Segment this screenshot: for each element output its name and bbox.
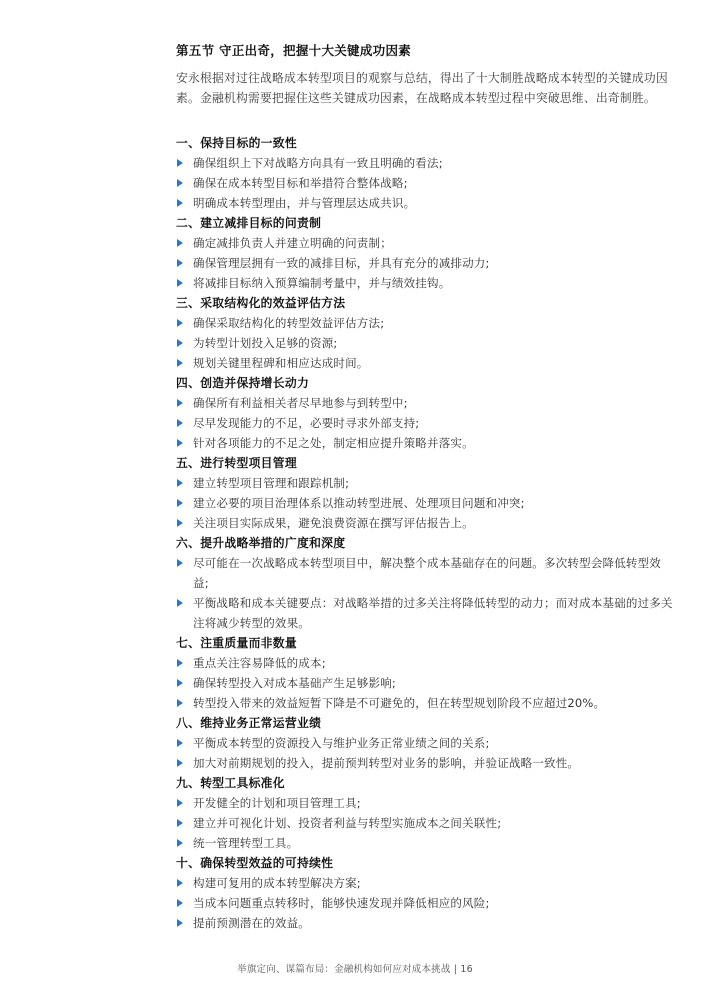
factor-heading: 十、确保转型效益的可持续性: [176, 856, 334, 870]
list-item: [176, 733, 676, 753]
list-item-text: 当成本问题重点转移时，能够快速发现并降低相应的风险;: [193, 896, 490, 910]
list-item: [176, 233, 676, 253]
triangle-bullet-icon: [177, 673, 187, 693]
triangle-bullet-icon: [177, 413, 187, 433]
list-item: [176, 353, 676, 373]
triangle-bullet-icon: [177, 913, 187, 933]
list-item: [176, 493, 676, 513]
triangle-bullet-icon: [177, 813, 187, 833]
list-item: [176, 593, 676, 633]
triangle-bullet-icon: [177, 233, 187, 253]
list-item-text: 转型投入带来的效益短暂下降是不可避免的，但在转型规划阶段不应超过20%。: [193, 696, 606, 710]
factor-group: [176, 633, 676, 713]
list-item-text: 尽早发现能力的不足，必要时寻求外部支持;: [193, 416, 420, 430]
triangle-bullet-icon: [177, 753, 187, 773]
factor-group: [176, 773, 676, 853]
list-item: [176, 413, 676, 433]
list-item-text: 建立并可视化计划、投资者利益与转型实施成本之间关联性;: [193, 816, 502, 830]
factor-heading: 五、进行转型项目管理: [176, 456, 297, 470]
triangle-bullet-icon: [177, 593, 187, 613]
list-item-text: 平衡成本转型的资源投入与维护业务正常业绩之间的关系;: [193, 736, 490, 750]
list-item: [176, 393, 676, 413]
factor-heading: 七、注重质量而非数量: [176, 636, 297, 650]
list-item: [176, 553, 676, 593]
factor-heading: 九、转型工具标准化: [176, 776, 285, 790]
factor-group: [176, 853, 676, 933]
page-footer: 举旗定向、谋篇布局：金融机构如何应对成本挑战 | 16: [237, 964, 473, 975]
list-item: [176, 913, 676, 933]
list-item-text: 确保采取结构化的转型效益评估方法;: [193, 316, 385, 330]
triangle-bullet-icon: [177, 553, 187, 573]
list-item-text: 尽可能在一次战略成本转型项目中，解决整个成本基础存在的问题。多次转型会降低转型效益;: [193, 556, 661, 590]
list-item: [176, 313, 676, 333]
factor-group: [176, 293, 676, 373]
list-item-text: 为转型计划投入足够的资源;: [193, 336, 338, 350]
list-item: [176, 873, 676, 893]
list-item: [176, 173, 676, 193]
list-item-text: 建立转型项目管理和跟踪机制;: [193, 476, 350, 490]
list-item-text: 构建可复用的成本转型解决方案;: [193, 876, 361, 890]
factor-group: [176, 373, 676, 453]
factor-heading: 二、建立减排目标的问责制: [176, 216, 322, 230]
list-item: [176, 753, 676, 773]
triangle-bullet-icon: [177, 193, 187, 213]
triangle-bullet-icon: [177, 433, 187, 453]
list-item-text: 建立必要的项目治理体系以推动转型进展、处理项目问题和冲突;: [193, 496, 525, 510]
list-item: [176, 653, 676, 673]
list-item: [176, 513, 676, 533]
list-item: [176, 833, 676, 853]
list-item-text: 统一管理转型工具。: [193, 836, 299, 850]
list-item: [176, 153, 676, 173]
list-item: [176, 813, 676, 833]
list-item-text: 确保转型投入对成本基础产生足够影响;: [193, 676, 396, 690]
triangle-bullet-icon: [177, 253, 187, 273]
triangle-bullet-icon: [177, 733, 187, 753]
list-item-text: 确保管理层拥有一致的减排目标，并具有充分的减排动力;: [193, 256, 490, 270]
list-item-text: 开发健全的计划和项目管理工具;: [193, 796, 361, 810]
factor-group: [176, 533, 676, 633]
factor-group: [176, 213, 676, 293]
list-item: [176, 433, 676, 453]
factor-heading: 六、提升战略举措的广度和深度: [176, 536, 346, 550]
triangle-bullet-icon: [177, 273, 187, 293]
triangle-bullet-icon: [177, 653, 187, 673]
factor-heading: 一、保持目标的一致性: [176, 136, 297, 150]
list-item: [176, 253, 676, 273]
list-item: [176, 673, 676, 693]
success-factor-list: [176, 133, 676, 933]
list-item-text: 规划关键里程碑和相应达成时间。: [193, 356, 369, 370]
list-item: [176, 793, 676, 813]
triangle-bullet-icon: [177, 493, 187, 513]
triangle-bullet-icon: [177, 393, 187, 413]
triangle-bullet-icon: [177, 313, 187, 333]
list-item: [176, 473, 676, 493]
section-title: 第五节 守正出奇，把握十大关键成功因素: [176, 43, 412, 58]
factor-heading: 三、采取结构化的效益评估方法: [176, 296, 346, 310]
triangle-bullet-icon: [177, 793, 187, 813]
triangle-bullet-icon: [177, 333, 187, 353]
section-intro: 安永根据对过往战略成本转型项目的观察与总结，得出了十大制胜战略成本转型的关键成功因素。金融机构需要把握住这些关键成功因素，在战略成本转型过程中突破思维、出奇制胜。: [176, 71, 668, 105]
triangle-bullet-icon: [177, 833, 187, 853]
list-item-text: 确定减排负责人并建立明确的问责制；: [193, 236, 392, 250]
triangle-bullet-icon: [177, 473, 187, 493]
list-item-text: 平衡战略和成本关键要点：对战略举措的过多关注将降低转型的动力；而对成本基础的过多关注将减少转型的效果。: [193, 596, 673, 630]
triangle-bullet-icon: [177, 153, 187, 173]
list-item: [176, 193, 676, 213]
list-item: [176, 893, 676, 913]
list-item-text: 确保组织上下对战略方向具有一致且明确的看法;: [193, 156, 443, 170]
list-item-text: 关注项目实际成果，避免浪费资源在撰写评估报告上。: [193, 516, 474, 530]
triangle-bullet-icon: [177, 693, 187, 713]
triangle-bullet-icon: [177, 873, 187, 893]
list-item-text: 确保所有利益相关者尽早地参与到转型中;: [193, 396, 408, 410]
list-item: [176, 333, 676, 353]
list-item-text: 明确成本转型理由，并与管理层达成共识。: [193, 196, 416, 210]
list-item-text: 提前预测潜在的效益。: [193, 916, 310, 930]
factor-group: [176, 453, 676, 533]
section-block: [176, 42, 676, 108]
factor-heading: 八、维持业务正常运营业绩: [176, 716, 322, 730]
list-item-text: 加大对前期规划的投入，提前预判转型对业务的影响，并验证战略一致性。: [193, 756, 580, 770]
list-item-text: 将减排目标纳入预算编制考量中，并与绩效挂钩。: [193, 276, 451, 290]
factor-group: [176, 133, 676, 213]
list-item-text: 重点关注容易降低的成本;: [193, 656, 326, 670]
list-item: [176, 273, 676, 293]
factor-heading: 四、创造并保持增长动力: [176, 376, 310, 390]
triangle-bullet-icon: [177, 513, 187, 533]
triangle-bullet-icon: [177, 353, 187, 373]
factor-group: [176, 713, 676, 773]
list-item: [176, 693, 676, 713]
triangle-bullet-icon: [177, 893, 187, 913]
triangle-bullet-icon: [177, 173, 187, 193]
list-item-text: 确保在成本转型目标和举措符合整体战略;: [193, 176, 408, 190]
list-item-text: 针对各项能力的不足之处，制定相应提升策略并落实。: [193, 436, 474, 450]
